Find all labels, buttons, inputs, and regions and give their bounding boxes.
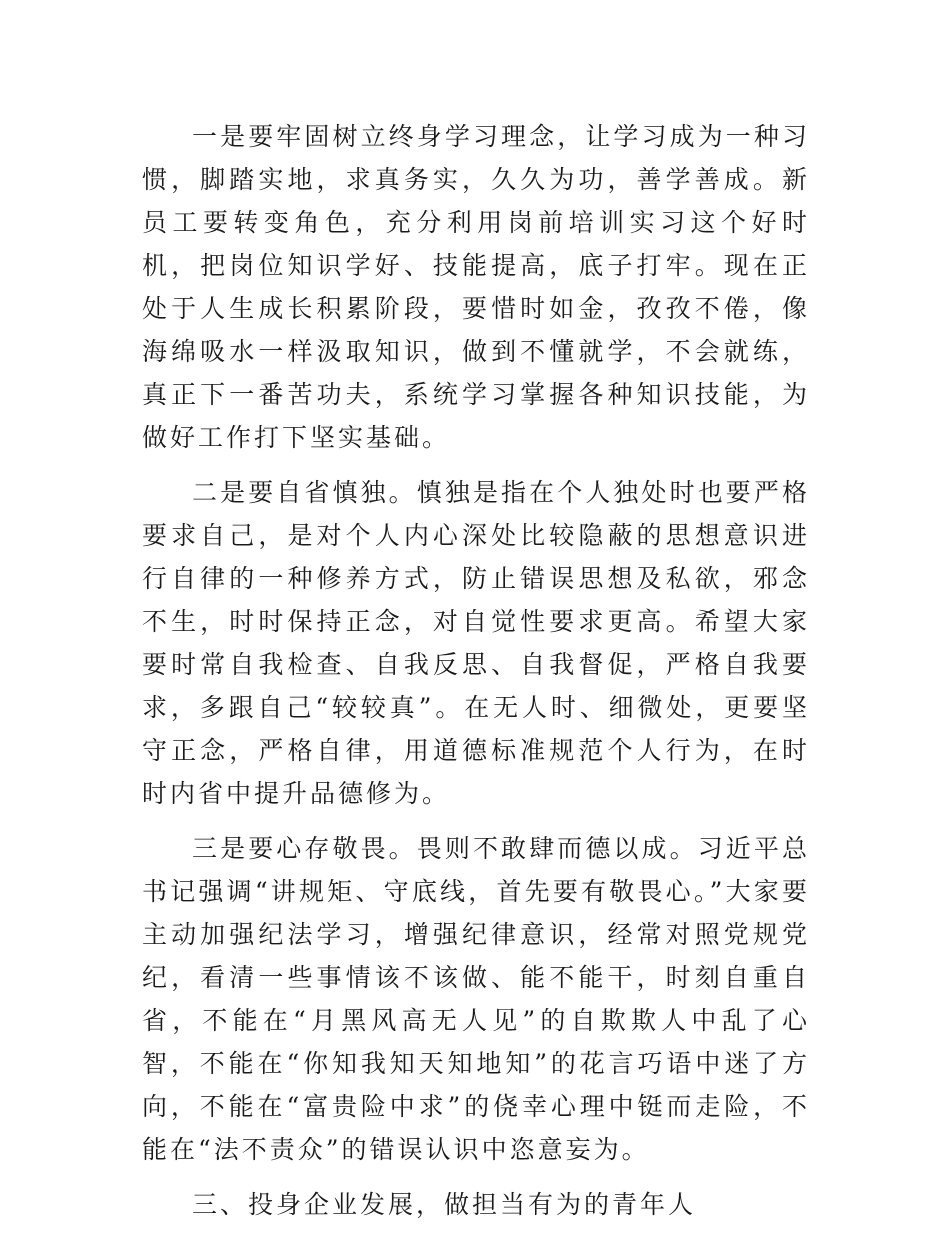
- paragraph-lifelong-learning: 一是要牢固树立终身学习理念，让学习成为一种习惯，脚踏实地，求真务实，久久为功，善学善成。新员工要转变角色，充分利用岗前培训实习这个好时机，把岗位知识学好、技能提高，底子打牢。现在正处于人生成长积累阶段，要惜时如金，孜孜不倦，像海绵吸水一样汲取知识，做到不懂就学，不会就练，真正下一番苦功夫，系统学习掌握各种知识技能，为做好工作打下坚实基础。: [142, 122, 810, 452]
- paragraph-self-discipline: 二是要自省慎独。慎独是指在个人独处时也要严格要求自己，是对个人内心深处比较隐蔽的思想意识进行自律的一种修养方式，防止错误思想及私欲，邪念不生，时时保持正念，对自觉性要求更高。希望大家要时常自我检查、自我反思、自我督促，严格自我要求，多跟自己“较较真”。在无人时、细微处，更要坚守正念，严格自律，用道德标准规范个人行为，在时时内省中提升品德修为。: [142, 478, 810, 808]
- section-heading: 三、投身企业发展，做担当有为的青年人: [192, 1190, 697, 1219]
- paragraph-reverence: 三是要心存敬畏。畏则不敢肆而德以成。习近平总书记强调“讲规矩、守底线，首先要有敬畏心。”大家要主动加强纪法学习，增强纪律意识，经常对照党规党纪，看清一些事情该不该做、能不能干，时刻自重自省，不能在“月黑风高无人见”的自欺欺人中乱了心智，不能在“你知我知天知地知”的花言巧语中迷了方向，不能在“富贵险中求”的侥幸心理中铤而走险，不能在“法不责众”的错误认识中恣意妄为。: [142, 834, 810, 1164]
- document-body: [142, 115, 810, 1238]
